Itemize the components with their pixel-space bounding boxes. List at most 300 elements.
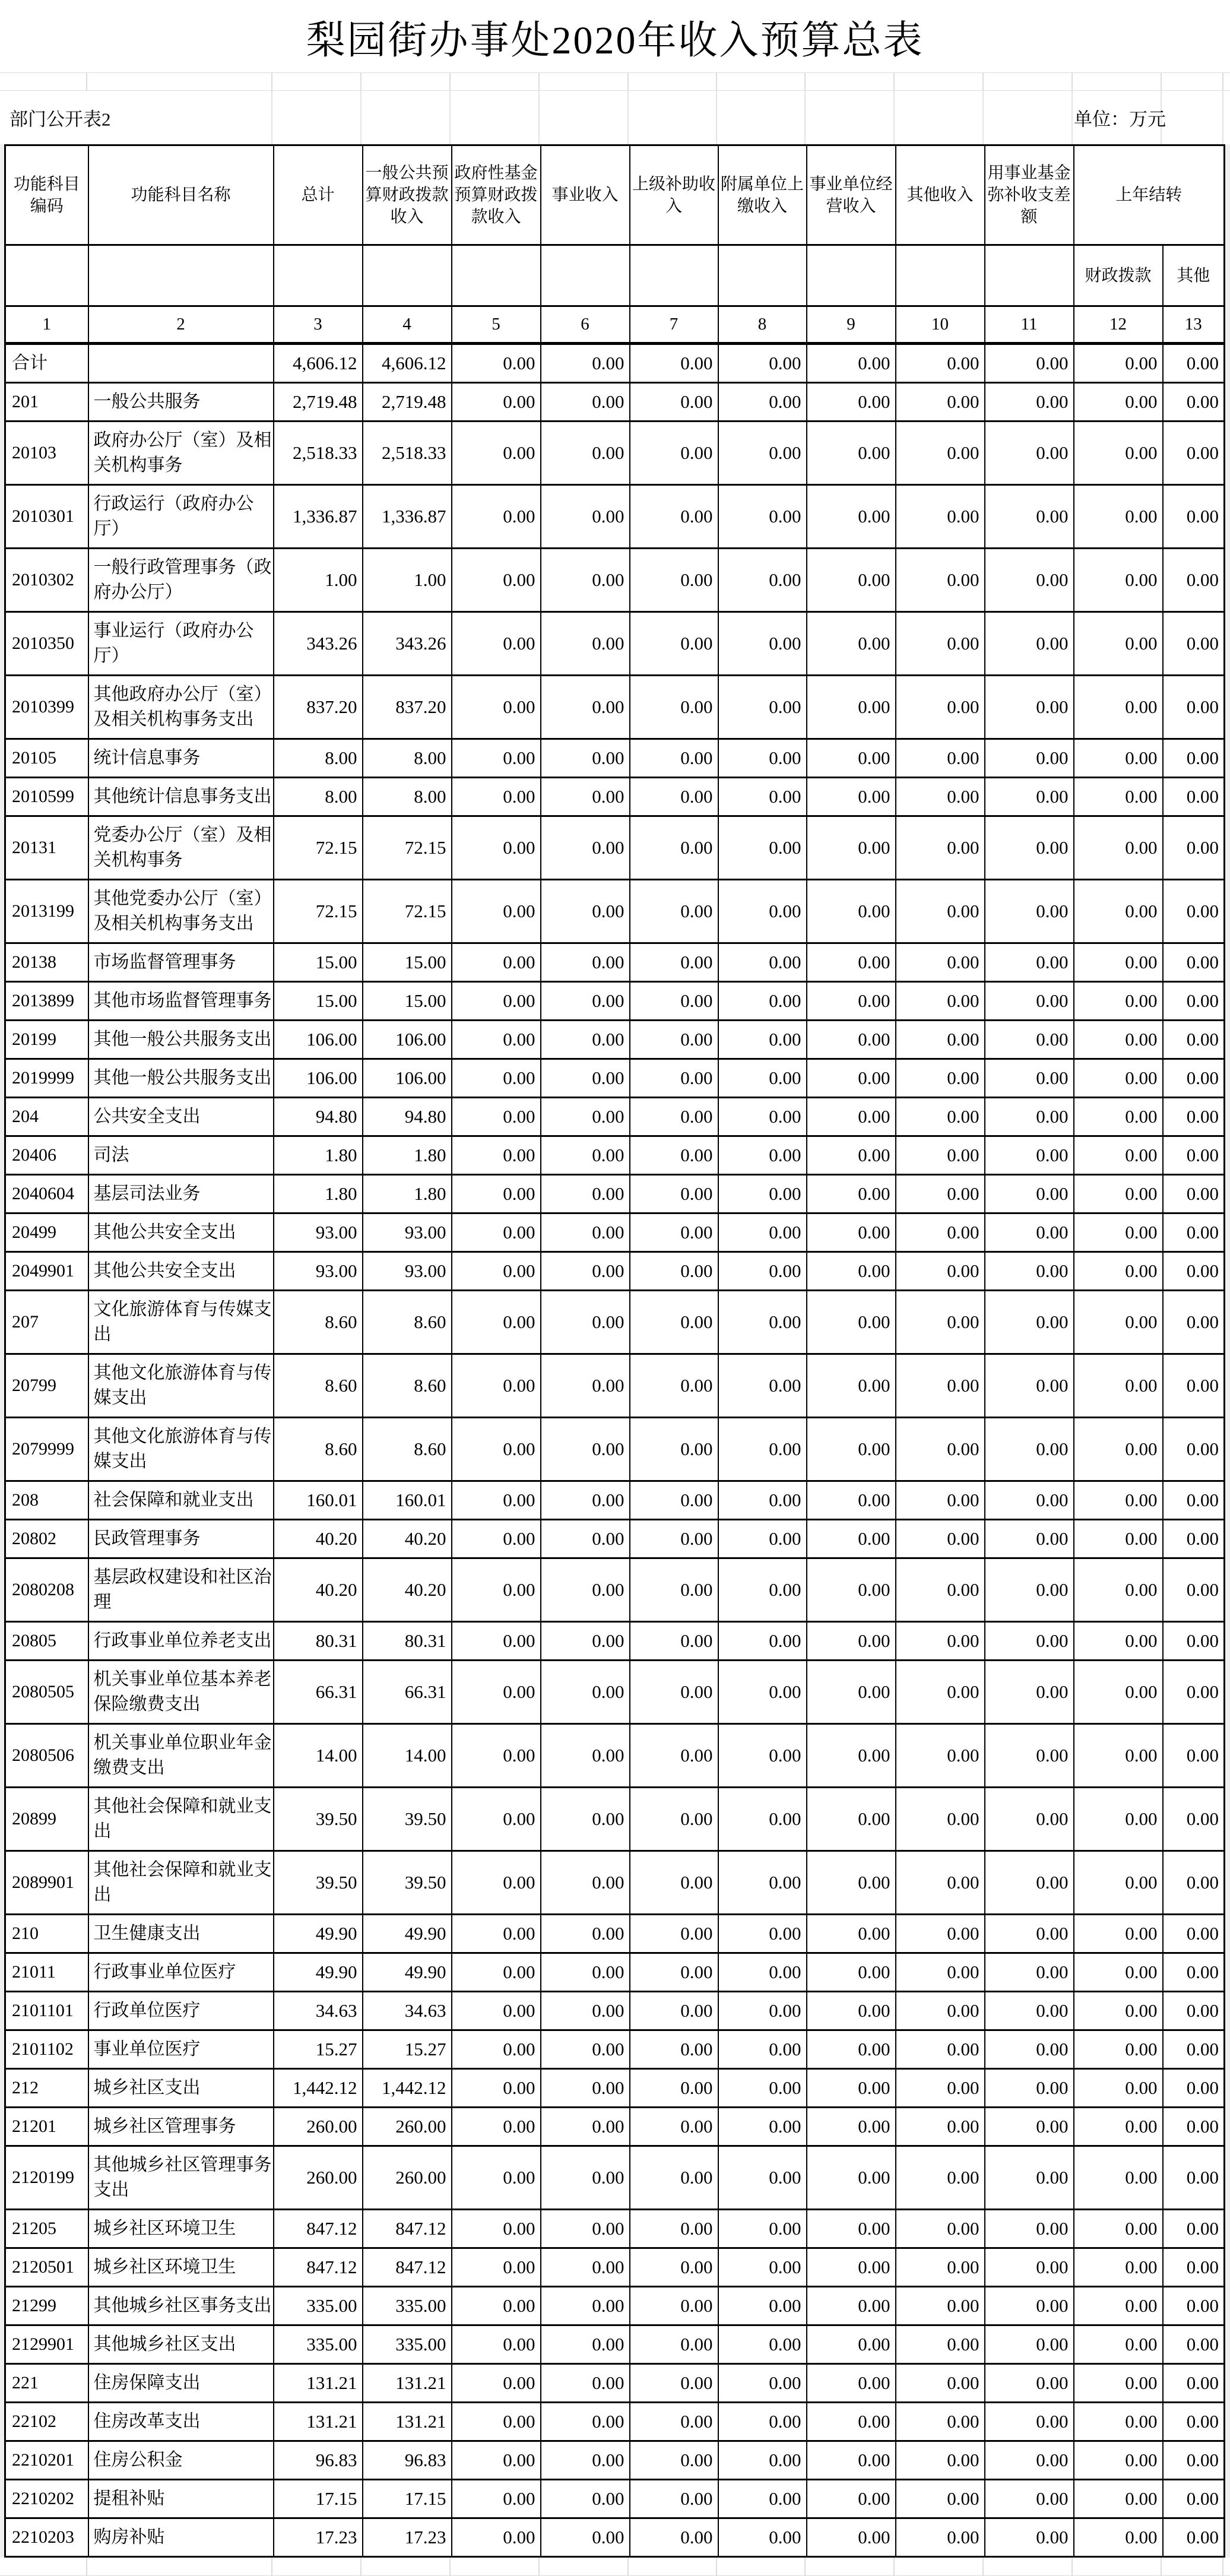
cell-value: 0.00 bbox=[718, 880, 807, 943]
cell-value: 0.00 bbox=[1163, 1953, 1225, 1992]
cell-value: 0.00 bbox=[985, 2069, 1074, 2108]
cell-code: 20103 bbox=[5, 422, 88, 485]
cell-code: 208 bbox=[5, 1481, 88, 1520]
grid-cell bbox=[1162, 73, 1223, 90]
table-row bbox=[5, 1213, 1225, 1252]
cell-value: 0.00 bbox=[541, 778, 630, 816]
cell-value: 0.00 bbox=[718, 383, 807, 422]
cell-value: 0.00 bbox=[896, 2146, 985, 2210]
cell-name: 行政单位医疗 bbox=[88, 1992, 274, 2030]
cell-value: 2,518.33 bbox=[363, 422, 452, 485]
cell-value: 0.00 bbox=[896, 1724, 985, 1788]
cell-value: 0.00 bbox=[1074, 1136, 1163, 1175]
cell-value: 1.80 bbox=[363, 1136, 452, 1175]
cell-name: 其他政府办公厅（室）及相关机构事务支出 bbox=[88, 676, 274, 739]
cell-value: 8.00 bbox=[274, 778, 363, 816]
cell-value: 0.00 bbox=[718, 1213, 807, 1252]
cell-value: 0.00 bbox=[896, 1520, 985, 1558]
cell-value: 0.00 bbox=[718, 2069, 807, 2108]
cell-value: 0.00 bbox=[541, 2364, 630, 2403]
cell-value: 15.00 bbox=[274, 982, 363, 1021]
cell-value: 0.00 bbox=[718, 778, 807, 816]
table-row bbox=[5, 549, 1225, 612]
cell-value: 0.00 bbox=[541, 2325, 630, 2364]
cell-value: 17.23 bbox=[363, 2518, 452, 2557]
table-row bbox=[5, 1291, 1225, 1354]
table-row bbox=[5, 2325, 1225, 2364]
cell-value: 0.00 bbox=[896, 549, 985, 612]
cell-value: 0.00 bbox=[985, 1851, 1074, 1915]
cell-value: 0.00 bbox=[452, 1021, 541, 1059]
empty-header-cell bbox=[985, 245, 1074, 306]
cell-name: 其他统计信息事务支出 bbox=[88, 778, 274, 816]
cell-value: 0.00 bbox=[896, 383, 985, 422]
cell-value: 0.00 bbox=[985, 1291, 1074, 1354]
cell-value: 0.00 bbox=[985, 2364, 1074, 2403]
cell-value: 0.00 bbox=[807, 816, 896, 880]
grid-cell bbox=[1162, 91, 1223, 144]
cell-value: 0.00 bbox=[807, 1661, 896, 1724]
cell-value: 0.00 bbox=[985, 880, 1074, 943]
column-number: 12 bbox=[1074, 306, 1163, 344]
cell-value: 0.00 bbox=[541, 2441, 630, 2480]
cell-value: 0.00 bbox=[541, 2146, 630, 2210]
cell-value: 106.00 bbox=[363, 1059, 452, 1098]
cell-value: 0.00 bbox=[1074, 1622, 1163, 1661]
cell-value: 0.00 bbox=[630, 2287, 718, 2325]
cell-value: 0.00 bbox=[1163, 739, 1225, 778]
cell-value: 0.00 bbox=[807, 422, 896, 485]
cell-value: 0.00 bbox=[896, 943, 985, 982]
cell-value: 4,606.12 bbox=[363, 344, 452, 383]
cell-value: 0.00 bbox=[541, 1788, 630, 1851]
cell-value: 39.50 bbox=[274, 1788, 363, 1851]
empty-header-cell bbox=[88, 245, 274, 306]
cell-code: 2010350 bbox=[5, 612, 88, 676]
cell-value: 0.00 bbox=[718, 1520, 807, 1558]
column-number: 3 bbox=[274, 306, 363, 344]
cell-code: 2013899 bbox=[5, 982, 88, 1021]
cell-value: 131.21 bbox=[274, 2403, 363, 2441]
title-row bbox=[0, 0, 1230, 72]
cell-value: 0.00 bbox=[1163, 1213, 1225, 1252]
table-row bbox=[5, 982, 1225, 1021]
cell-value: 0.00 bbox=[630, 1851, 718, 1915]
table-row bbox=[5, 2210, 1225, 2248]
cell-value: 0.00 bbox=[1074, 943, 1163, 982]
cell-value: 0.00 bbox=[630, 676, 718, 739]
unit-label: 单位：万元 bbox=[1074, 109, 1166, 130]
cell-value: 0.00 bbox=[452, 676, 541, 739]
cell-value: 0.00 bbox=[452, 1788, 541, 1851]
cell-value: 0.00 bbox=[1074, 383, 1163, 422]
column-number: 11 bbox=[985, 306, 1074, 344]
cell-value: 1.00 bbox=[274, 549, 363, 612]
cell-value: 0.00 bbox=[1163, 1558, 1225, 1622]
column-header: 附属单位上缴收入 bbox=[718, 145, 807, 245]
cell-value: 0.00 bbox=[1074, 1520, 1163, 1558]
cell-value: 15.27 bbox=[363, 2030, 452, 2069]
cell-name: 司法 bbox=[88, 1136, 274, 1175]
cell-value: 0.00 bbox=[807, 1213, 896, 1252]
cell-value: 0.00 bbox=[896, 2210, 985, 2248]
cell-value: 0.00 bbox=[1163, 2108, 1225, 2146]
cell-value: 0.00 bbox=[807, 2364, 896, 2403]
cell-value: 0.00 bbox=[1163, 2287, 1225, 2325]
cell-value: 0.00 bbox=[896, 2108, 985, 2146]
cell-name: 购房补贴 bbox=[88, 2518, 274, 2557]
cell-value: 0.00 bbox=[1074, 2364, 1163, 2403]
cell-value: 0.00 bbox=[985, 1481, 1074, 1520]
cell-value: 0.00 bbox=[896, 1622, 985, 1661]
cell-value: 0.00 bbox=[541, 1915, 630, 1953]
table-row bbox=[5, 2403, 1225, 2441]
cell-value: 0.00 bbox=[985, 2287, 1074, 2325]
page-title: 梨园街办事处2020年收入预算总表 bbox=[306, 18, 924, 62]
table-row bbox=[5, 2518, 1225, 2557]
cell-value: 0.00 bbox=[896, 2518, 985, 2557]
cell-name: 提租补贴 bbox=[88, 2480, 274, 2518]
cell-value: 0.00 bbox=[1163, 1992, 1225, 2030]
cell-value: 0.00 bbox=[452, 383, 541, 422]
cell-value: 0.00 bbox=[718, 2146, 807, 2210]
cell-value: 0.00 bbox=[896, 816, 985, 880]
grid-cell bbox=[806, 91, 895, 144]
empty-header-cell bbox=[452, 245, 541, 306]
empty-header-cell bbox=[896, 245, 985, 306]
cell-value: 0.00 bbox=[1163, 1622, 1225, 1661]
cell-value: 0.00 bbox=[896, 1992, 985, 2030]
table-row bbox=[5, 1915, 1225, 1953]
cell-value: 0.00 bbox=[896, 676, 985, 739]
cell-name: 城乡社区管理事务 bbox=[88, 2108, 274, 2146]
cell-value: 0.00 bbox=[896, 1098, 985, 1136]
cell-value: 0.00 bbox=[1163, 1098, 1225, 1136]
column-header: 一般公共预算财政拨款收入 bbox=[363, 145, 452, 245]
cell-value: 0.00 bbox=[630, 1213, 718, 1252]
cell-value: 0.00 bbox=[541, 1520, 630, 1558]
grid-cell bbox=[1162, 2558, 1223, 2575]
cell-value: 0.00 bbox=[1163, 1175, 1225, 1213]
cell-name: 住房保障支出 bbox=[88, 2364, 274, 2403]
cell-value: 0.00 bbox=[718, 2210, 807, 2248]
cell-value: 0.00 bbox=[452, 344, 541, 383]
cell-value: 8.60 bbox=[363, 1354, 452, 1418]
cell-code: 212 bbox=[5, 2069, 88, 2108]
grid-cell bbox=[1073, 73, 1162, 90]
cell-value: 0.00 bbox=[718, 2518, 807, 2557]
cell-value: 0.00 bbox=[541, 2108, 630, 2146]
cell-value: 8.60 bbox=[274, 1291, 363, 1354]
cell-value: 0.00 bbox=[1163, 549, 1225, 612]
cell-value: 0.00 bbox=[718, 1851, 807, 1915]
cell-value: 39.50 bbox=[363, 1851, 452, 1915]
cell-value: 0.00 bbox=[1163, 1021, 1225, 1059]
cell-name: 其他公共安全支出 bbox=[88, 1252, 274, 1291]
cell-value: 0.00 bbox=[452, 1354, 541, 1418]
cell-code: 2010302 bbox=[5, 549, 88, 612]
cell-value: 94.80 bbox=[274, 1098, 363, 1136]
cell-value: 0.00 bbox=[718, 2287, 807, 2325]
cell-value: 17.23 bbox=[274, 2518, 363, 2557]
grid-cell bbox=[984, 91, 1073, 144]
cell-code: 2010301 bbox=[5, 485, 88, 549]
table-row bbox=[5, 739, 1225, 778]
column-number: 6 bbox=[541, 306, 630, 344]
cell-code: 2080506 bbox=[5, 1724, 88, 1788]
cell-value: 0.00 bbox=[1074, 1252, 1163, 1291]
cell-value: 0.00 bbox=[985, 943, 1074, 982]
cell-value: 0.00 bbox=[896, 1851, 985, 1915]
cell-code: 2101102 bbox=[5, 2030, 88, 2069]
cell-code: 21205 bbox=[5, 2210, 88, 2248]
cell-value: 0.00 bbox=[630, 1558, 718, 1622]
cell-value: 72.15 bbox=[363, 880, 452, 943]
cell-value: 0.00 bbox=[807, 739, 896, 778]
cell-value: 0.00 bbox=[718, 1661, 807, 1724]
cell-value: 0.00 bbox=[1163, 2480, 1225, 2518]
cell-value: 0.00 bbox=[985, 2441, 1074, 2480]
table-row bbox=[5, 676, 1225, 739]
cell-value: 0.00 bbox=[541, 2518, 630, 2557]
cell-value: 0.00 bbox=[807, 880, 896, 943]
cell-name: 一般公共服务 bbox=[88, 383, 274, 422]
table-row bbox=[5, 1520, 1225, 1558]
cell-value: 40.20 bbox=[274, 1558, 363, 1622]
grid-cell bbox=[1073, 2558, 1162, 2575]
cell-value: 34.63 bbox=[363, 1992, 452, 2030]
cell-value: 66.31 bbox=[274, 1661, 363, 1724]
cell-code: 210 bbox=[5, 1915, 88, 1953]
header-row-2 bbox=[5, 245, 1225, 306]
cell-name: 事业单位医疗 bbox=[88, 2030, 274, 2069]
cell-value: 1,336.87 bbox=[274, 485, 363, 549]
cell-value: 0.00 bbox=[807, 1418, 896, 1481]
empty-header-cell bbox=[630, 245, 718, 306]
cell-value: 0.00 bbox=[452, 2480, 541, 2518]
cell-value: 0.00 bbox=[1163, 1661, 1225, 1724]
cell-value: 0.00 bbox=[630, 2364, 718, 2403]
cell-value: 0.00 bbox=[1163, 383, 1225, 422]
cell-value: 0.00 bbox=[452, 2210, 541, 2248]
cell-code: 20899 bbox=[5, 1788, 88, 1851]
cell-value: 0.00 bbox=[630, 344, 718, 383]
cell-value: 0.00 bbox=[541, 1213, 630, 1252]
cell-value: 0.00 bbox=[718, 943, 807, 982]
cell-value: 0.00 bbox=[896, 1252, 985, 1291]
cell-value: 0.00 bbox=[452, 880, 541, 943]
cell-value: 0.00 bbox=[718, 1481, 807, 1520]
cell-value: 0.00 bbox=[985, 1059, 1074, 1098]
cell-code: 20499 bbox=[5, 1213, 88, 1252]
cell-value: 0.00 bbox=[630, 422, 718, 485]
cell-value: 0.00 bbox=[718, 2403, 807, 2441]
table-row bbox=[5, 485, 1225, 549]
cell-value: 0.00 bbox=[1074, 2030, 1163, 2069]
cell-value: 837.20 bbox=[363, 676, 452, 739]
cell-value: 0.00 bbox=[985, 1354, 1074, 1418]
column-header: 上年结转 bbox=[1074, 145, 1225, 245]
cell-value: 0.00 bbox=[630, 2248, 718, 2287]
cell-value: 0.00 bbox=[985, 549, 1074, 612]
cell-value: 1,442.12 bbox=[363, 2069, 452, 2108]
cell-value: 0.00 bbox=[1074, 612, 1163, 676]
cell-value: 0.00 bbox=[896, 2248, 985, 2287]
grid-cell bbox=[272, 91, 362, 144]
column-header: 上级补助收入 bbox=[630, 145, 718, 245]
grid-cell bbox=[984, 73, 1073, 90]
cell-value: 0.00 bbox=[1163, 2146, 1225, 2210]
cell-value: 0.00 bbox=[896, 2287, 985, 2325]
cell-name: 基层司法业务 bbox=[88, 1175, 274, 1213]
cell-value: 0.00 bbox=[1074, 778, 1163, 816]
cell-value: 0.00 bbox=[1074, 2480, 1163, 2518]
cell-value: 0.00 bbox=[985, 2210, 1074, 2248]
cell-value: 0.00 bbox=[807, 1520, 896, 1558]
cell-name: 其他社会保障和就业支出 bbox=[88, 1851, 274, 1915]
cell-value: 0.00 bbox=[541, 1291, 630, 1354]
cell-value: 0.00 bbox=[807, 943, 896, 982]
budget-table bbox=[4, 144, 1225, 2558]
header-row-numbers bbox=[5, 306, 1225, 344]
cell-value: 0.00 bbox=[718, 1354, 807, 1418]
cell-value: 0.00 bbox=[1163, 1788, 1225, 1851]
column-number: 1 bbox=[5, 306, 88, 344]
cell-value: 0.00 bbox=[1074, 816, 1163, 880]
cell-value: 0.00 bbox=[541, 676, 630, 739]
cell-value: 0.00 bbox=[896, 1481, 985, 1520]
cell-name: 其他文化旅游体育与传媒支出 bbox=[88, 1354, 274, 1418]
cell-value: 0.00 bbox=[718, 1558, 807, 1622]
cell-value: 0.00 bbox=[541, 1481, 630, 1520]
cell-value: 0.00 bbox=[541, 612, 630, 676]
cell-value: 0.00 bbox=[1163, 1252, 1225, 1291]
cell-value: 0.00 bbox=[985, 383, 1074, 422]
cell-value: 0.00 bbox=[452, 1291, 541, 1354]
cell-code: 20138 bbox=[5, 943, 88, 982]
cell-value: 0.00 bbox=[985, 1520, 1074, 1558]
cell-value: 0.00 bbox=[985, 2480, 1074, 2518]
cell-code: 2079999 bbox=[5, 1418, 88, 1481]
cell-value: 0.00 bbox=[1163, 1915, 1225, 1953]
cell-code: 2120199 bbox=[5, 2146, 88, 2210]
cell-name: 其他社会保障和就业支出 bbox=[88, 1788, 274, 1851]
cell-value: 96.83 bbox=[363, 2441, 452, 2480]
table-row bbox=[5, 1252, 1225, 1291]
cell-value: 0.00 bbox=[807, 1724, 896, 1788]
empty-header-cell bbox=[5, 245, 88, 306]
cell-value: 0.00 bbox=[630, 1021, 718, 1059]
table-label: 部门公开表2 bbox=[9, 109, 111, 130]
cell-code: 204 bbox=[5, 1098, 88, 1136]
cell-value: 0.00 bbox=[1074, 1175, 1163, 1213]
cell-name: 行政运行（政府办公厅） bbox=[88, 485, 274, 549]
cell-value: 8.60 bbox=[274, 1418, 363, 1481]
cell-value: 0.00 bbox=[807, 2287, 896, 2325]
grid-cell bbox=[895, 2558, 984, 2575]
cell-value: 0.00 bbox=[630, 383, 718, 422]
cell-value: 0.00 bbox=[807, 1354, 896, 1418]
cell-value: 0.00 bbox=[807, 1992, 896, 2030]
table-row bbox=[5, 943, 1225, 982]
column-number: 13 bbox=[1163, 306, 1225, 344]
grid-cell bbox=[806, 73, 895, 90]
cell-value: 0.00 bbox=[1163, 1291, 1225, 1354]
cell-value: 0.00 bbox=[718, 676, 807, 739]
cell-value: 0.00 bbox=[985, 344, 1074, 383]
cell-value: 0.00 bbox=[807, 1136, 896, 1175]
grid-cell bbox=[87, 73, 272, 90]
cell-code: 2080505 bbox=[5, 1661, 88, 1724]
column-header: 事业单位经营收入 bbox=[807, 145, 896, 245]
cell-value: 0.00 bbox=[807, 2146, 896, 2210]
column-number: 2 bbox=[88, 306, 274, 344]
cell-value: 0.00 bbox=[807, 2325, 896, 2364]
cell-value: 0.00 bbox=[807, 1291, 896, 1354]
cell-value: 106.00 bbox=[274, 1021, 363, 1059]
cell-value: 0.00 bbox=[718, 2480, 807, 2518]
table-row bbox=[5, 2480, 1225, 2518]
cell-value: 0.00 bbox=[896, 1021, 985, 1059]
cell-value: 49.90 bbox=[274, 1915, 363, 1953]
cell-value: 0.00 bbox=[896, 880, 985, 943]
column-number: 4 bbox=[363, 306, 452, 344]
cell-value: 0.00 bbox=[1074, 1788, 1163, 1851]
grid-cell bbox=[362, 2558, 451, 2575]
table-body bbox=[5, 344, 1225, 2557]
cell-value: 0.00 bbox=[807, 1558, 896, 1622]
cell-value: 335.00 bbox=[363, 2325, 452, 2364]
cell-value: 0.00 bbox=[1163, 2248, 1225, 2287]
cell-value: 0.00 bbox=[718, 2364, 807, 2403]
table-row bbox=[5, 2108, 1225, 2146]
cell-value: 0.00 bbox=[452, 739, 541, 778]
cell-value: 0.00 bbox=[718, 1098, 807, 1136]
grid-cell bbox=[629, 91, 717, 144]
cell-value: 39.50 bbox=[363, 1788, 452, 1851]
cell-name: 统计信息事务 bbox=[88, 739, 274, 778]
cell-name: 事业运行（政府办公厅） bbox=[88, 612, 274, 676]
cell-value: 0.00 bbox=[896, 739, 985, 778]
cell-value: 15.00 bbox=[274, 943, 363, 982]
cell-value: 0.00 bbox=[985, 1661, 1074, 1724]
cell-value: 0.00 bbox=[807, 2210, 896, 2248]
cell-value: 93.00 bbox=[363, 1213, 452, 1252]
cell-value: 0.00 bbox=[985, 2403, 1074, 2441]
cell-value: 0.00 bbox=[807, 2069, 896, 2108]
cell-value: 0.00 bbox=[985, 2146, 1074, 2210]
cell-value: 0.00 bbox=[718, 1175, 807, 1213]
cell-value: 0.00 bbox=[630, 1915, 718, 1953]
cell-value: 0.00 bbox=[985, 1213, 1074, 1252]
cell-value: 49.90 bbox=[363, 1915, 452, 1953]
cell-value: 0.00 bbox=[541, 1661, 630, 1724]
table-row bbox=[5, 1724, 1225, 1788]
cell-value: 0.00 bbox=[1074, 2146, 1163, 2210]
cell-value: 72.15 bbox=[363, 816, 452, 880]
cell-code: 22102 bbox=[5, 2403, 88, 2441]
column-number: 7 bbox=[630, 306, 718, 344]
table-row bbox=[5, 383, 1225, 422]
cell-value: 847.12 bbox=[274, 2248, 363, 2287]
cell-value: 0.00 bbox=[541, 485, 630, 549]
cell-name: 党委办公厅（室）及相关机构事务 bbox=[88, 816, 274, 880]
cell-value: 0.00 bbox=[1163, 2518, 1225, 2557]
cell-value: 0.00 bbox=[807, 485, 896, 549]
cell-value: 0.00 bbox=[807, 1953, 896, 1992]
grid-cell bbox=[0, 73, 87, 90]
cell-value: 72.15 bbox=[274, 880, 363, 943]
